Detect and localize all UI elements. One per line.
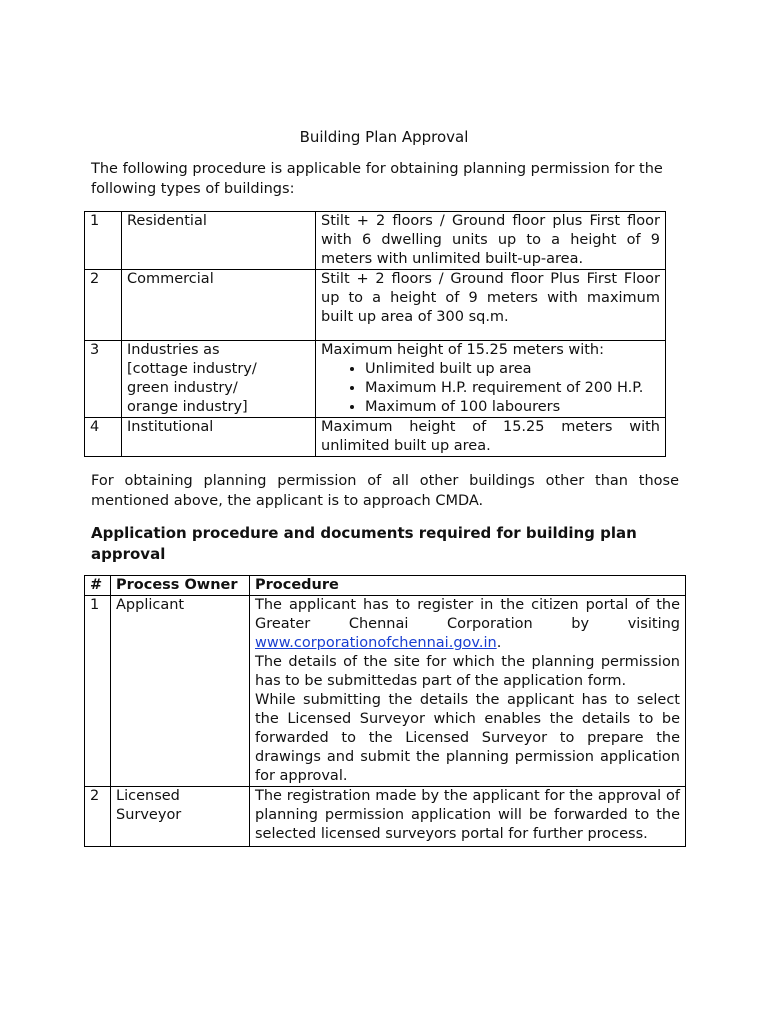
list-item: • Unlimited built up area <box>365 360 660 379</box>
list-item: • Maximum H.P. requirement of 200 H.P. <box>365 379 660 398</box>
bullet-list <box>321 360 660 417</box>
process-owner-line: Licensed <box>116 788 180 804</box>
column-header: Procedure <box>250 576 686 596</box>
link-period: . <box>496 635 502 651</box>
table-row <box>85 270 666 341</box>
procedure-text: The applicant has to register in the citizen portal of the Greater Chennai Corporation by visiting <box>255 597 680 632</box>
row-number: 2 <box>85 787 111 847</box>
row-number: 2 <box>85 270 122 341</box>
row-number: 3 <box>85 341 122 418</box>
process-owner: Applicant <box>111 596 250 787</box>
procedure-paragraph: The details of the site for which the planning permission has to be submittedas part of the application form. <box>255 654 680 689</box>
building-description: Stilt + 2 floors / Ground floor Plus First Floor up to a height of 9 meters with maximum built up area of 300 sq.m. <box>316 270 666 341</box>
procedure-table <box>84 575 686 847</box>
description-lead: Maximum height of 15.25 meters with: <box>321 342 605 358</box>
cmda-note: For obtaining planning permission of all other buildings other than those mentioned above, the applicant is to approach CMDA. <box>91 473 679 509</box>
building-type: Institutional <box>122 418 316 457</box>
building-type: Residential <box>122 212 316 270</box>
building-type-line: orange industry] <box>127 399 248 415</box>
building-type-line: Industries as <box>127 342 220 358</box>
process-owner-line: Surveyor <box>116 807 182 823</box>
section-heading: Application procedure and documents required for building plan approval <box>91 524 637 563</box>
page-title: Building Plan Approval <box>299 128 469 146</box>
procedure-link-line <box>255 634 680 653</box>
building-type: Commercial <box>122 270 316 341</box>
table-header-row <box>85 576 686 596</box>
table-row <box>85 418 666 457</box>
procedure-paragraph: While submitting the details the applicant has to select the Licensed Surveyor which enables the details to be forwarded to the Licensed Surveyor to prepare the drawings and submit the planning permission application for approval. <box>255 692 680 784</box>
procedure-paragraph <box>255 596 680 634</box>
table-row <box>85 341 666 418</box>
table-row <box>85 212 666 270</box>
row-number: 1 <box>85 212 122 270</box>
corporation-website-link[interactable]: www.corporationofchennai.gov.in <box>255 635 497 651</box>
building-description <box>316 341 666 418</box>
building-types-table <box>84 211 666 457</box>
procedure-cell: The registration made by the applicant for the approval of planning permission application will be forwarded to the selected licensed surveyors portal for further process. <box>250 787 686 847</box>
list-item: • Maximum of 100 labourers <box>365 398 660 417</box>
table-row <box>85 596 686 787</box>
table-row <box>85 787 686 847</box>
row-number: 1 <box>85 596 111 787</box>
intro-paragraph: The following procedure is applicable for obtaining planning permission for the following types of buildings: <box>91 161 663 197</box>
column-header: Process Owner <box>111 576 250 596</box>
process-owner <box>111 787 250 847</box>
building-description: Stilt + 2 floors / Ground floor plus First floor with 6 dwelling units up to a height of 9 meters with unlimited built-up-area. <box>316 212 666 270</box>
building-type <box>122 341 316 418</box>
column-header: # <box>85 576 111 596</box>
row-number: 4 <box>85 418 122 457</box>
building-description: Maximum height of 15.25 meters with unlimited built up area. <box>316 418 666 457</box>
building-type-line: green industry/ <box>127 380 238 396</box>
procedure-cell <box>250 596 686 787</box>
building-type-line: [cottage industry/ <box>127 361 257 377</box>
